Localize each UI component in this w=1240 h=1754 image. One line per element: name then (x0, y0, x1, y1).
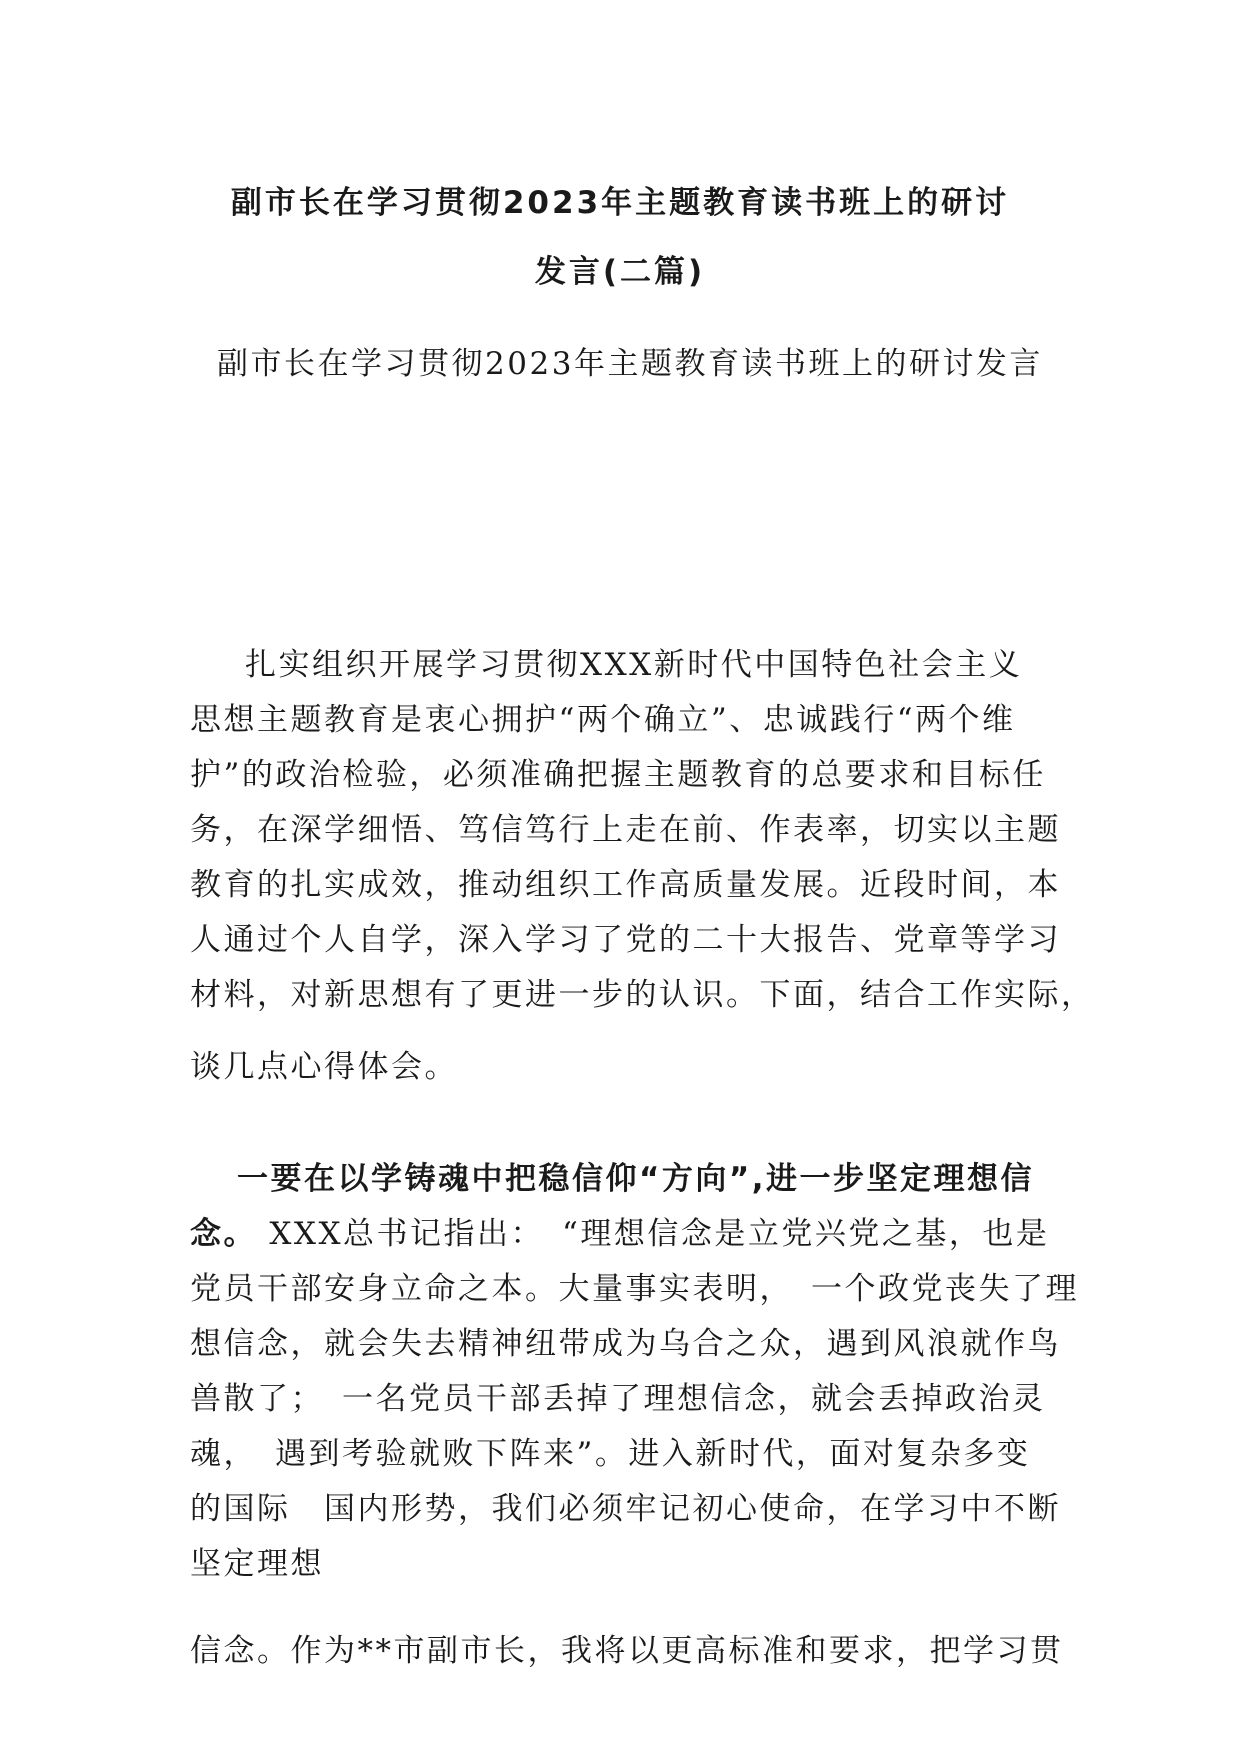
paragraph-line: 务，在深学细悟、笃信笃行上走在前、作表率，切实以主题 (190, 812, 1061, 848)
paragraph-line: 教育的扎实成效，推动组织工作高质量发展。近段时间，本 (190, 867, 1061, 903)
paragraph-line: 的国际 国内形势，我们必须牢记初心使命，在学习中不断 (190, 1491, 1061, 1527)
paragraph-line: 想信念，就会失去精神纽带成为乌合之众，遇到风浪就作鸟 (190, 1326, 1061, 1362)
paragraph-line: 魂， 遇到考验就败下阵来”。进入新时代，面对复杂多变 (190, 1436, 1031, 1472)
paragraph-line: 扎实组织开展学习贯彻XXX新时代中国特色社会主义 (245, 647, 1023, 683)
paragraph-line: 护”的政治检验，必须准确把握主题教育的总要求和目标任 (190, 757, 1046, 793)
paragraph-line (190, 1214, 1049, 1254)
paragraph-text: XXX总书记指出： “理想信念是立党兴党之基，也是 (257, 1216, 1050, 1252)
section-heading-1-end: 念。 (190, 1216, 257, 1252)
paragraph-line: 谈几点心得体会。 (190, 1049, 458, 1085)
paragraph-line: 思想主题教育是衷心拥护“两个确立”、忠诚践行“两个维 (190, 702, 1016, 738)
paragraph-line: 坚定理想 (190, 1546, 324, 1582)
document-title-line-2: 发言(二篇) (534, 254, 706, 290)
paragraph-line: 信念。作为**市副市长，我将以更高标准和要求，把学习贯 (190, 1633, 1064, 1669)
document-title-line-1: 副市长在学习贯彻2023年主题教育读书班上的研讨 (230, 185, 1010, 221)
paragraph-line: 党员干部安身立命之本。大量事实表明， 一个政党丧失了理 (190, 1271, 1079, 1307)
paragraph-line: 兽散了； 一名党员干部丢掉了理想信念，就会丢掉政治灵 (190, 1381, 1046, 1417)
paragraph-line: 材料，对新思想有了更进一步的认识。下面，结合工作实际， (190, 977, 1095, 1013)
paragraph-line: 人通过个人自学，深入学习了党的二十大报告、党章等学习 (190, 922, 1061, 958)
section-heading-1: 一要在以学铸魂中把稳信仰“方向”,进一步坚定理想信 (237, 1161, 1035, 1197)
document-subtitle: 副市长在学习贯彻2023年主题教育读书班上的研讨发言 (217, 346, 1043, 382)
